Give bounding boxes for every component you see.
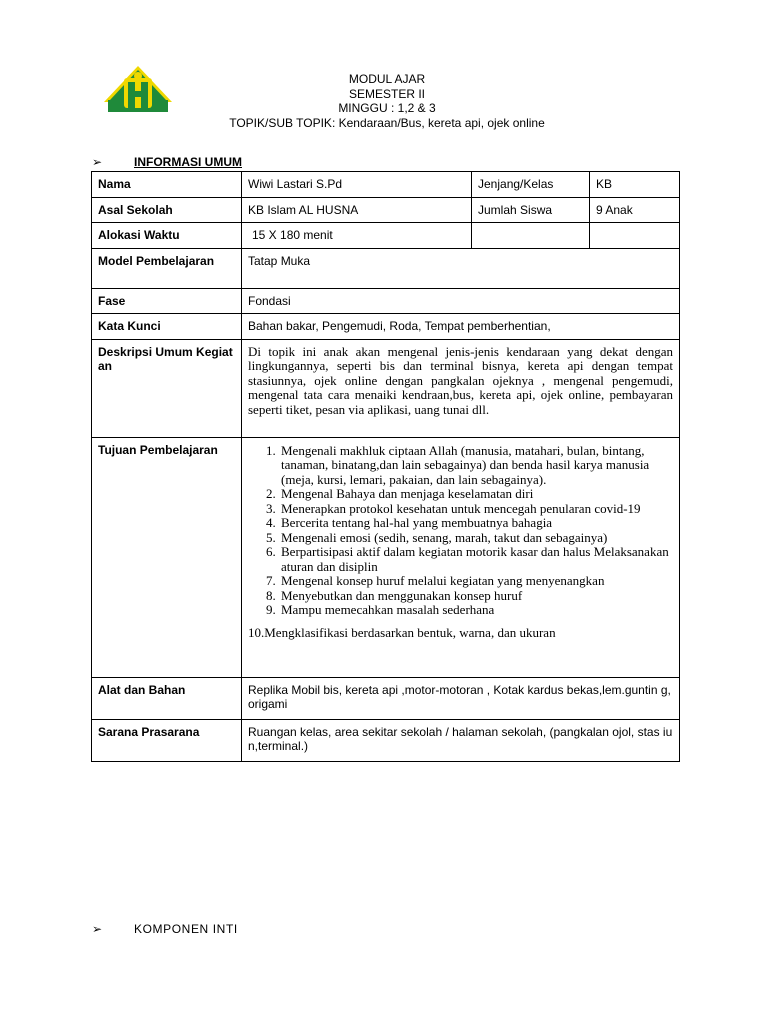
- row-value: Tatap Muka: [242, 248, 680, 288]
- table-row: [92, 172, 680, 198]
- list-item: 10.Mengklasifikasi berdasarkan bentuk, warna, dan ukuran: [248, 624, 556, 640]
- doc-title: MODUL AJAR: [348, 72, 426, 86]
- table-row: [92, 288, 680, 314]
- list-item: 6. Berpartisipasi aktif dalam kegiatan motorik kasar dan halus Melaksanakan aturan dan disiplin: [279, 545, 673, 574]
- row-value: Ruangan kelas, area sekitar sekolah / halaman sekolah, (pangkalan ojol, stas iun,terminal.): [242, 719, 680, 761]
- arrow-bullet-icon: ➢: [92, 155, 103, 169]
- info-table: [91, 171, 680, 762]
- list-item: 9. Mampu memecahkan masalah sederhana: [279, 603, 673, 618]
- row-label: Model Pembelajaran: [92, 248, 242, 288]
- row-label: Deskripsi Umum Kegiatan: [92, 339, 242, 437]
- table-row: [92, 197, 680, 223]
- goals-cell: [242, 437, 680, 677]
- table-row: [92, 719, 680, 761]
- section-informasi-umum: [92, 155, 242, 169]
- topic-line: TOPIK/SUB TOPIK: Kendaraan/Bus, kereta api, ojek online: [229, 115, 545, 130]
- row-value: Bahan bakar, Pengemudi, Roda, Tempat pemberhentian,: [242, 314, 680, 340]
- week-line: MINGGU : 1,2 & 3: [338, 101, 436, 115]
- row-value: Replika Mobil bis, kereta api ,motor-motoran , Kotak kardus bekas,lem.guntin g,origami: [242, 677, 680, 719]
- arrow-bullet-icon: ➢: [92, 922, 103, 936]
- list-item: 7. Mengenal konsep huruf melalui kegiatan yang menyenangkan: [279, 574, 673, 589]
- list-item: 8. Menyebutkan dan menggunakan konsep huruf: [279, 589, 673, 604]
- list-item: 3. Menerapkan protokol kesehatan untuk mencegah penularan covid-19: [279, 502, 673, 517]
- row-label: Kata Kunci: [92, 314, 242, 340]
- table-row: [92, 223, 680, 249]
- table-row: [92, 677, 680, 719]
- row-label: Jenjang/Kelas: [472, 172, 590, 198]
- row-value: KB Islam AL HUSNA: [242, 197, 472, 223]
- goals-list: [248, 444, 673, 618]
- list-item: 5. Mengenali emosi (sedih, senang, marah, takut dan sebagainya): [279, 531, 673, 546]
- row-label: Sarana Prasarana: [92, 719, 242, 761]
- row-label: Alat dan Bahan: [92, 677, 242, 719]
- table-row: [92, 248, 680, 288]
- table-row: [92, 314, 680, 340]
- row-value: 15 X 180 menit: [242, 223, 472, 249]
- empty-cell: [472, 223, 590, 249]
- row-value: 9 Anak: [590, 197, 680, 223]
- list-item: 4. Bercerita tentang hal-hal yang membuatnya bahagia: [279, 516, 673, 531]
- section-title: KOMPONEN INTI: [134, 922, 238, 936]
- row-label: Asal Sekolah: [92, 197, 242, 223]
- semester-line: SEMESTER II: [348, 86, 425, 101]
- row-label: Nama: [92, 172, 242, 198]
- section-title: INFORMASI UMUM: [134, 155, 242, 169]
- section-komponen-inti: [92, 922, 238, 936]
- table-row: [92, 437, 680, 677]
- list-item: 1. Mengenali makhluk ciptaan Allah (manusia, matahari, bulan, bintang, tanaman, binatang,dan lain sebagainya) dan benda hasil karya manusia (meja, kursi, lemari, pakaian, dan lain sebagainya).: [279, 444, 673, 488]
- document-header: [0, 72, 768, 130]
- row-value: Wiwi Lastari S.Pd: [242, 172, 472, 198]
- row-label: Tujuan Pembelajaran: [92, 437, 242, 677]
- row-label: Jumlah Siswa: [472, 197, 590, 223]
- table-row: [92, 339, 680, 437]
- empty-cell: [590, 223, 680, 249]
- row-label: Fase: [92, 288, 242, 314]
- list-item: 2. Mengenal Bahaya dan menjaga keselamatan diri: [279, 487, 673, 502]
- description-text: Di topik ini anak akan mengenal jenis-jenis kendaraan yang dekat dengan lingkungannya, seperti bis dan terminal bisnya, kereta api dengan tempat stasiunnya, ojek online dengan pangkalan ojeknya , mengenal pengemudi, mengenal tata cara menaiki kendraan,bus, kereta api, ojek online, pembayaran seperti tiket, pesan via aplikasi, uang tunai dll.: [242, 339, 680, 437]
- row-value: Fondasi: [242, 288, 680, 314]
- row-label: Alokasi Waktu: [92, 223, 242, 249]
- row-value: KB: [590, 172, 680, 198]
